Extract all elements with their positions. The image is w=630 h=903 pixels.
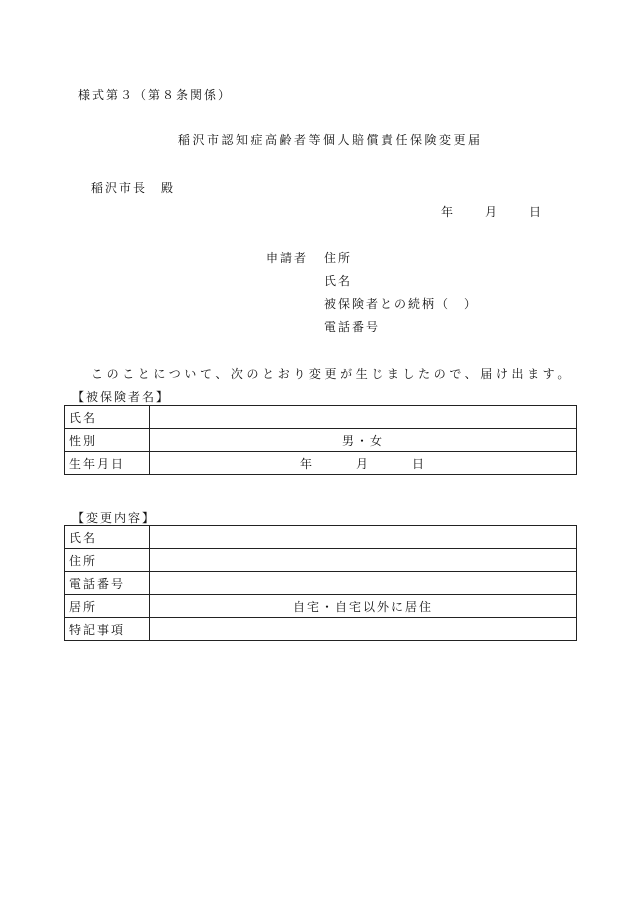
table-row: [65, 618, 577, 641]
table-row: [65, 452, 577, 475]
insured-table: [64, 405, 577, 475]
table-row: [65, 595, 577, 618]
change-phone-value[interactable]: [150, 572, 577, 595]
change-name-label: 氏名: [65, 526, 150, 549]
page-title: 稲沢市認知症高齢者等個人賠償責任保険変更届: [178, 133, 483, 147]
insured-gender-label: 性別: [65, 429, 150, 452]
statement: このことについて、次のとおり変更が生じましたので、届け出ます。: [91, 367, 573, 381]
form-number: 様式第３（第８条関係）: [78, 88, 233, 102]
insured-birthdate-label: 生年月日: [65, 452, 150, 475]
insured-gender-value[interactable]: 男・女: [150, 429, 577, 452]
date-month-label: 月: [485, 205, 500, 219]
recipient: 稲沢市長 殿: [91, 181, 176, 195]
change-residence-label: 居所: [65, 595, 150, 618]
insured-birthdate-value[interactable]: 年 月 日: [150, 452, 577, 475]
change-residence-value[interactable]: 自宅・自宅以外に居住: [150, 595, 577, 618]
change-address-label: 住所: [65, 549, 150, 572]
insured-name-label: 氏名: [65, 406, 150, 429]
insured-section-heading: 【被保険者名】: [72, 390, 171, 404]
applicant-label: 申請者: [266, 251, 309, 265]
applicant-name-label: 氏名: [324, 274, 353, 288]
date-year-label: 年: [441, 205, 456, 219]
change-notes-label: 特記事項: [65, 618, 150, 641]
change-address-value[interactable]: [150, 549, 577, 572]
table-row: [65, 406, 577, 429]
table-row: [65, 549, 577, 572]
applicant-phone-label: 電話番号: [324, 320, 381, 334]
date-day-label: 日: [529, 205, 544, 219]
applicant-relation-label: 被保険者との続柄（ ）: [324, 297, 479, 311]
change-phone-label: 電話番号: [65, 572, 150, 595]
change-notes-value[interactable]: [150, 618, 577, 641]
change-section-heading: 【変更内容】: [72, 511, 157, 525]
table-row: [65, 526, 577, 549]
insured-name-value[interactable]: [150, 406, 577, 429]
table-row: [65, 429, 577, 452]
change-table: [64, 525, 577, 641]
change-name-value[interactable]: [150, 526, 577, 549]
table-row: [65, 572, 577, 595]
applicant-address-label: 住所: [324, 251, 353, 265]
